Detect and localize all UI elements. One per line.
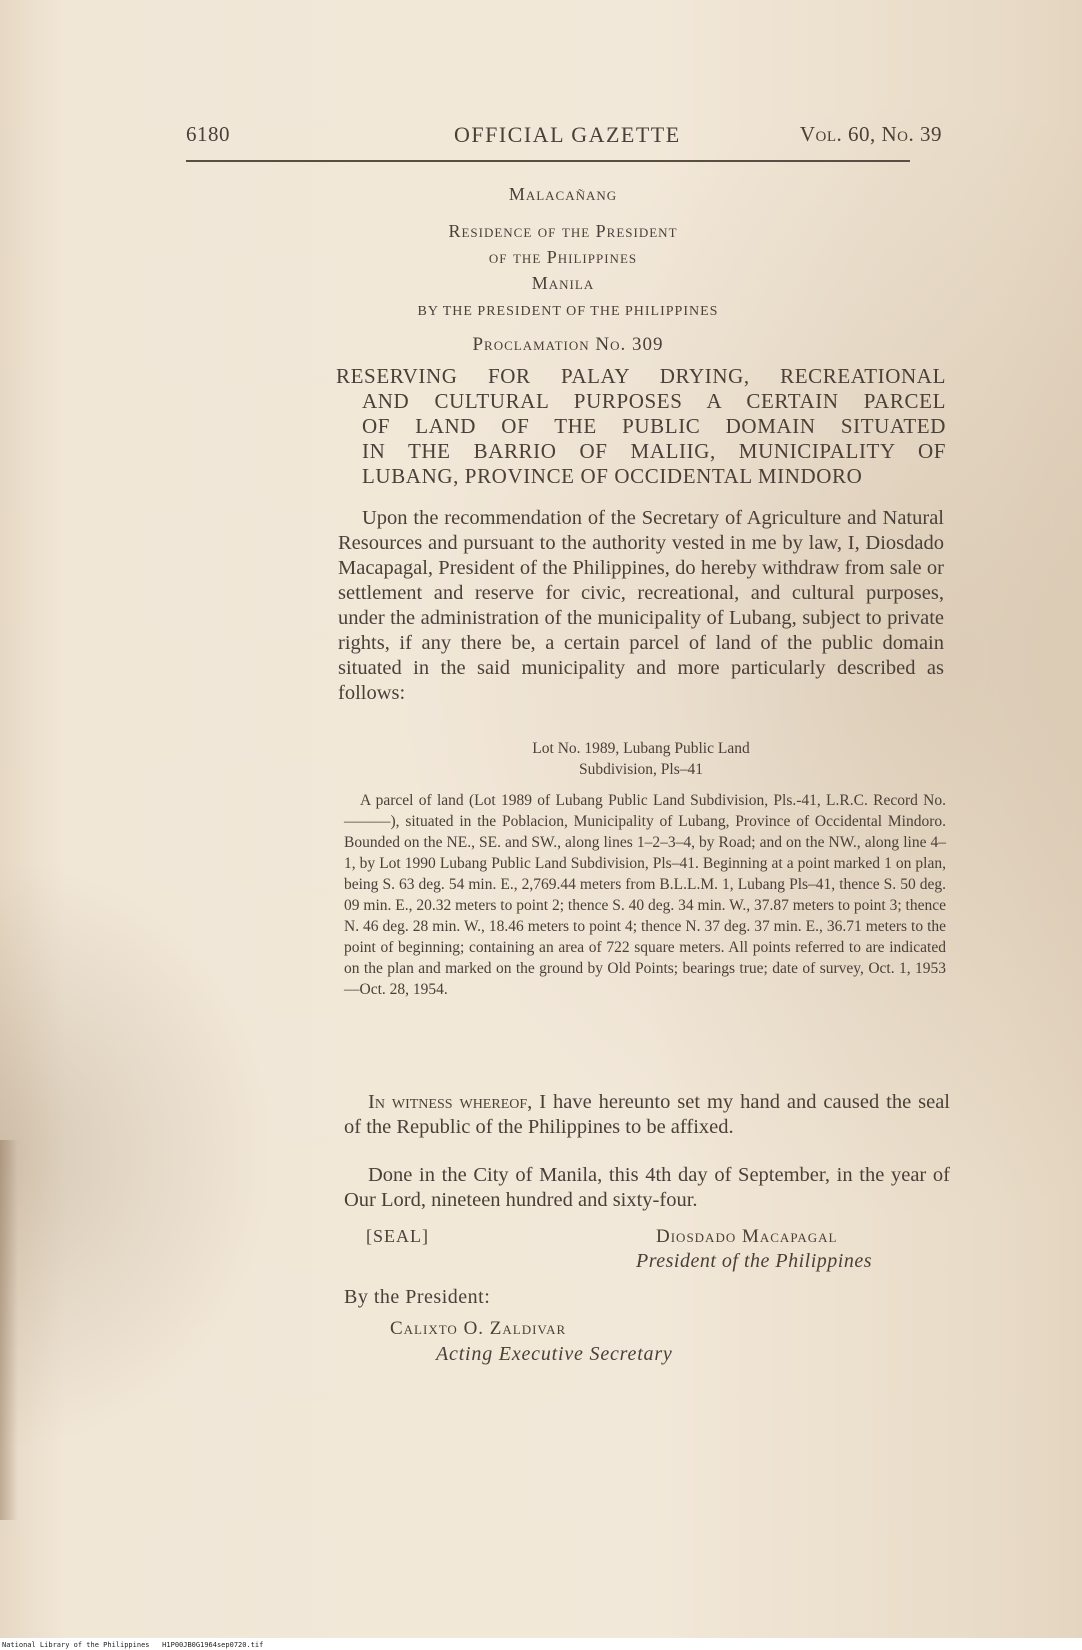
title-line: AND CULTURAL PURPOSES A CERTAIN PARCEL: [362, 389, 946, 413]
scan-footer-text: [2, 1641, 263, 1649]
president-name: Diosdado Macapagal: [656, 1226, 838, 1247]
residence-line-1: Residence of the President: [448, 221, 678, 241]
page-edge-stain: [0, 1140, 18, 1520]
witness-lead: In witness whereof,: [368, 1091, 533, 1113]
secretary-title: Acting Executive Secretary: [436, 1343, 673, 1365]
footer-file: H1P00JB0G1964sep0720.tif: [162, 1641, 264, 1649]
title-line: RESERVING FOR PALAY DRYING, RECREATIONAL: [336, 364, 946, 388]
palace-name: Malacañang: [508, 184, 618, 204]
by-the-president: By the President:: [344, 1286, 491, 1308]
scan-footer: [0, 1638, 1082, 1650]
lot-heading: [338, 738, 944, 780]
secretary-name: Calixto O. Zaldivar: [390, 1318, 567, 1339]
title-line: LUBANG, PROVINCE OF OCCIDENTAL MINDORO: [362, 464, 863, 488]
lot-heading-line-2: Subdivision, Pls–41: [578, 761, 704, 778]
residence-line-2: of the Philippines: [488, 247, 638, 267]
president-title: President of the Philippines: [636, 1250, 873, 1272]
publication-title: OFFICIAL GAZETTE: [454, 122, 681, 147]
done-clause: Done in the City of Manila, this 4th day of September, in the year of Our Lord, nineteen hundred and sixty-four.: [344, 1164, 950, 1211]
issuing-authority: BY THE PRESIDENT OF THE PHILIPPINES: [417, 304, 719, 319]
city-name: Manila: [531, 273, 595, 293]
lot-heading-line-1: Lot No. 1989, Lubang Public Land: [532, 740, 750, 757]
seal-mark: [SEAL]: [366, 1226, 429, 1246]
residence-block: [186, 218, 910, 296]
header-rule: [186, 160, 910, 162]
page-number: 6180: [186, 122, 230, 146]
proclamation-body: Upon the recommendation of the Secretary of Agriculture and Natural Resources and pursuant to the authority vested in me by law, I, Diosdado Macapagal, President of the Philippines, do hereby withdraw from sale or settlement and reserve for civic, recreational, and cultural purposes, under the administration of the municipality of Lubang, subject to private rights, if any there be, a certain parcel of land of the public domain situated in the said municipality and more particularly described as follows:: [338, 507, 944, 704]
proclamation-number: Proclamation No. 309: [472, 334, 664, 355]
witness-text: I have hereunto set my hand and caused the seal of the Republic of the Philippines to be affixed.: [344, 1091, 950, 1138]
lot-technical-description: A parcel of land (Lot 1989 of Lubang Public Land Subdivision, Pls.-41, L.R.C. Record No.———), situated in the Poblacion, Municipality of Lubang, Province of Occidental Mindoro. Bounded on the NE., SE. and SW., along lines 1–2–3–4, by Road; and on the NW., along line 4–1, by Lot 1990 Lubang Public Land Subdivision, Pls–41. Beginning at a point marked 1 on plan, being S. 63 deg. 54 min. E., 2,769.44 meters from B.L.L.M. 1, Lubang Pls–41, thence S. 50 deg. 09 min. E., 20.32 meters to point 2; thence S. 40 deg. 34 min. W., 37.87 meters to point 3; thence N. 46 deg. 28 min. W., 18.46 meters to point 4; thence N. 37 deg. 37 min. E., 36.71 meters to the point of beginning; containing an area of 722 square meters. All points referred to are indicated on the plan and marked on the ground by Old Points; bearings true; date of survey, Oct. 1, 1953—Oct. 28, 1954.: [344, 792, 946, 998]
volume-number: Vol. 60, No. 39: [799, 122, 942, 146]
title-line: OF LAND OF THE PUBLIC DOMAIN SITUATED: [362, 414, 946, 438]
proclamation-title: [336, 364, 946, 489]
footer-library: National Library of the Philippines: [2, 1641, 150, 1649]
title-line: IN THE BARRIO OF MALIIG, MUNICIPALITY OF: [362, 439, 946, 463]
witness-clause: [344, 1090, 950, 1140]
running-header: [186, 122, 942, 152]
